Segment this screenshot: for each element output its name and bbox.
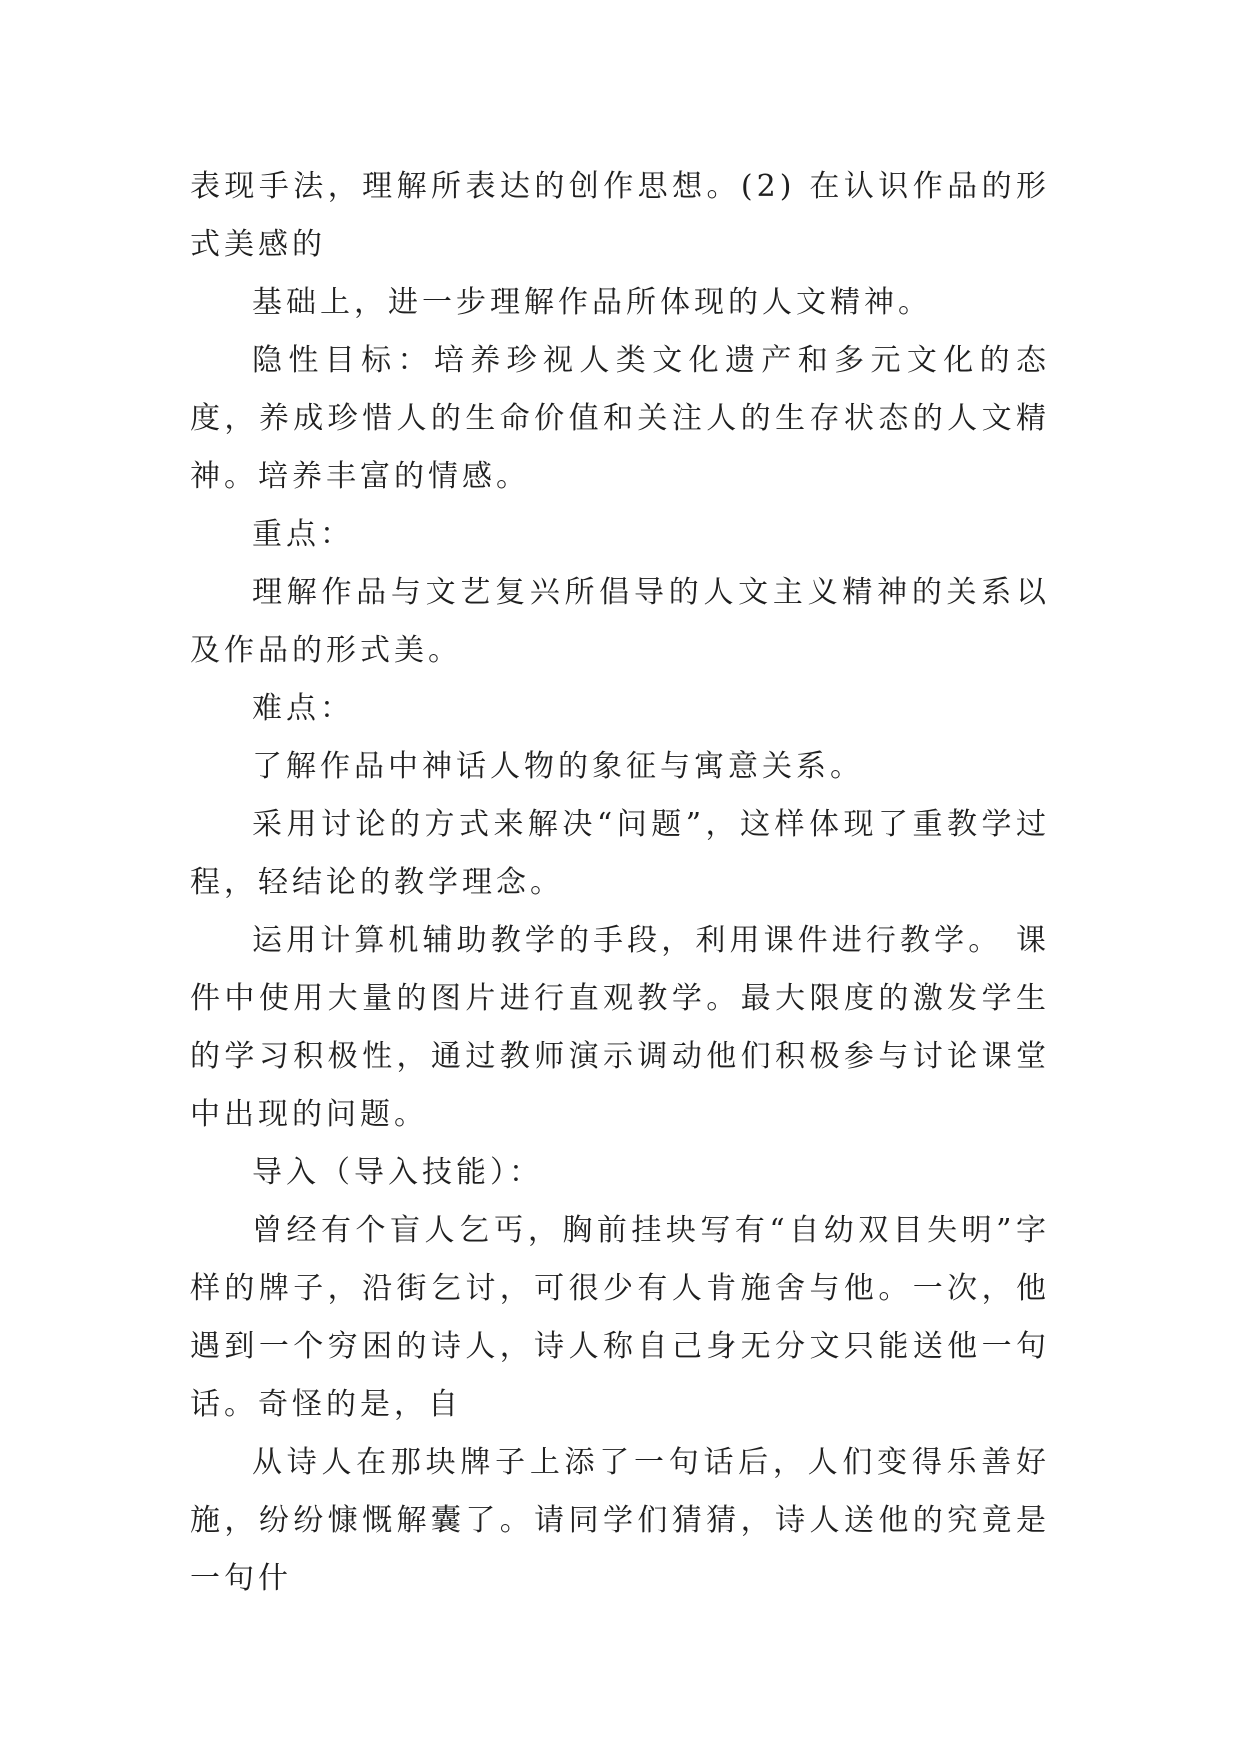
paragraph-3: 隐性目标：培养珍视人类文化遗产和多元文化的态度，养成珍惜人的生命价值和关注人的生存状态的人文精神。培养丰富的情感。	[190, 343, 1050, 494]
paragraph-7: 了解作品中神话人物的象征与寓意关系。	[252, 749, 864, 784]
paragraph-11: 曾经有个盲人乞丐，胸前挂块写有“自幼双目失明”字样的牌子，沿街乞讨，可很少有人肯施舍与他。一次，他遇到一个穷困的诗人，诗人称自己身无分文只能送他一句话。奇怪的是，自	[190, 1213, 1050, 1422]
document-body	[190, 158, 1050, 1608]
paragraph-1: 表现手法，理解所表达的创作思想。(2) 在认识作品的形式美感的	[190, 169, 1050, 262]
heading-key-points: 重点：	[252, 517, 354, 552]
paragraph-8: 采用讨论的方式来解决“问题”，这样体现了重教学过程，轻结论的教学理念。	[190, 807, 1050, 900]
heading-difficulties: 难点：	[252, 691, 354, 726]
paragraph-9: 运用计算机辅助教学的手段，利用课件进行教学。 课件中使用大量的图片进行直观教学。最大限度的激发学生的学习积极性，通过教师演示调动他们积极参与讨论课堂中出现的问题。	[190, 923, 1050, 1132]
heading-introduction: 导入（导入技能）：	[252, 1155, 543, 1190]
paragraph-2: 基础上，进一步理解作品所体现的人文精神。	[252, 285, 932, 320]
paragraph-12: 从诗人在那块牌子上添了一句话后，人们变得乐善好施，纷纷慷慨解囊了。请同学们猜猜，诗人送他的究竟是一句什	[190, 1445, 1050, 1596]
paragraph-5: 理解作品与文艺复兴所倡导的人文主义精神的关系以及作品的形式美。	[190, 575, 1050, 668]
